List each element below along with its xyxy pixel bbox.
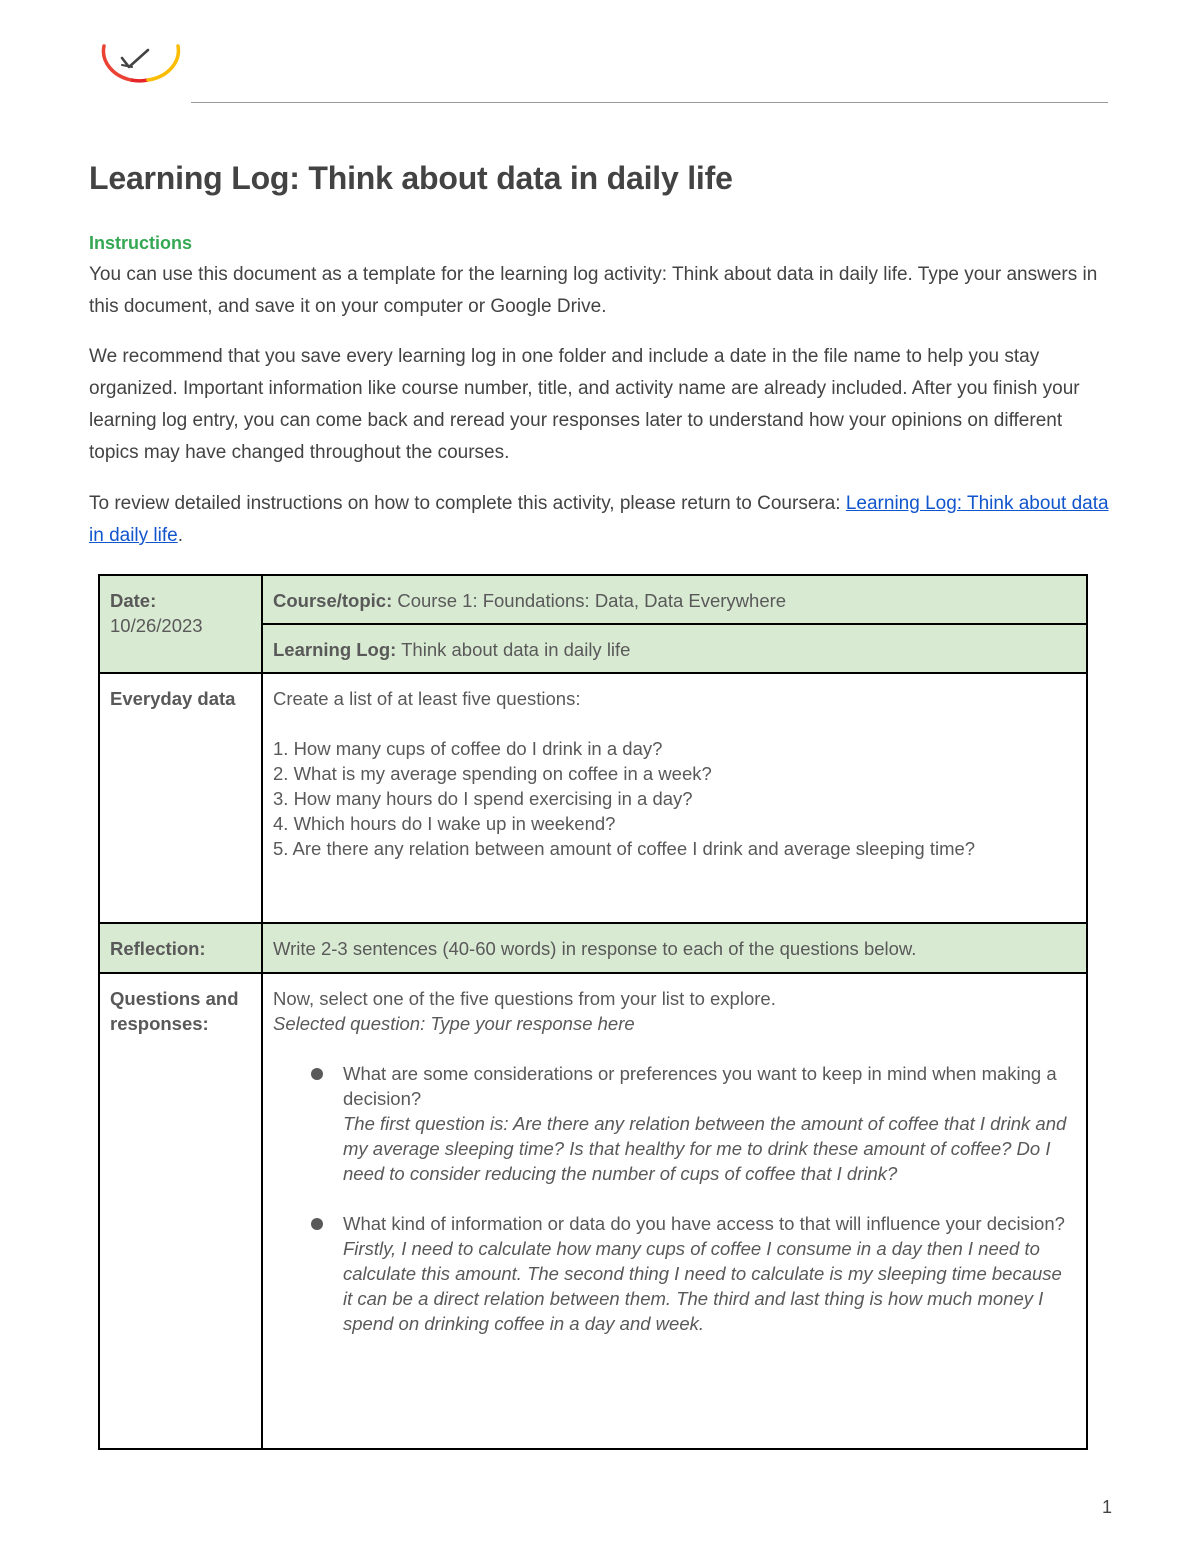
questions-responses-cell[interactable]	[262, 973, 1087, 1449]
log-value: Think about data in daily life	[396, 639, 631, 660]
list-item: 5. Are there any relation between amount of coffee I drink and average sleeping time?	[273, 838, 976, 859]
date-cell	[99, 575, 262, 673]
date-value[interactable]: 10/26/2023	[110, 615, 203, 636]
bullet-question: What kind of information or data do you have access to that will influence your decision?	[343, 1213, 1065, 1234]
bullet-answer[interactable]: The first question is: Are there any relation between the amount of coffee that I drink and my average sleeping time? Is that healthy for me to drink these amount of coffee? Do I need to consider reducing the number of cups of coffee that I drink?	[343, 1113, 1067, 1184]
everyday-data-label: Everyday data	[99, 673, 262, 923]
page-title: Learning Log: Think about data in daily life	[89, 160, 733, 196]
course-value: Course 1: Foundations: Data, Data Everywhere	[392, 590, 787, 611]
list-item: 4. Which hours do I wake up in weekend?	[273, 813, 616, 834]
instructions-paragraph-2: We recommend that you save every learning log in one folder and include a date in the file name to help you stay organized. Important information like course number, title, and activity name are already included. After you finish your learning log entry, you can come back and reread your responses later to understand how your opinions on different topics may have changed throughout the courses.	[89, 346, 1080, 463]
page-number: 1	[1101, 1497, 1112, 1517]
selected-question[interactable]: Selected question: Type your response here	[273, 1013, 635, 1034]
reflection-label: Reflection:	[99, 923, 262, 973]
learning-log-table	[98, 574, 1088, 1450]
paragraph-3-prefix: To review detailed instructions on how to complete this activity, please return to Coursera:	[89, 493, 846, 514]
list-item	[273, 1061, 1076, 1186]
qr-intro: Now, select one of the five questions from your list to explore.	[273, 988, 776, 1009]
log-label: Learning Log:	[273, 639, 397, 660]
bullet-icon	[311, 1218, 323, 1230]
instructions-paragraph-3	[89, 488, 1114, 552]
bullet-question: What are some considerations or preferences you want to keep in mind when making a decision?	[343, 1063, 1057, 1109]
checkmark-arc-logo-icon	[100, 40, 182, 84]
bullet-answer[interactable]: Firstly, I need to calculate how many cups of coffee I consume in a day then I need to calculate this amount. The second thing I need to calculate is my sleeping time because it can be a direct relation between them. The third and last thing is how much money I spend on drinking coffee in a day and week.	[343, 1238, 1062, 1334]
questions-responses-label: Questions and responses:	[99, 973, 262, 1449]
everyday-prompt: Create a list of at least five questions:	[273, 688, 581, 709]
date-label: Date:	[110, 590, 157, 611]
header-divider	[191, 102, 1108, 103]
coursera-activity-link[interactable]: Learning Log: Think about data in daily life	[89, 493, 1109, 546]
instructions-paragraph-1: You can use this document as a template for the learning log activity: Think about data in daily life. Type your answers in this document, and save it on your computer or Google Drive.	[89, 264, 1098, 317]
list-item: 3. How many hours do I spend exercising in a day?	[273, 788, 693, 809]
bullet-icon	[311, 1068, 323, 1080]
questions-list	[273, 736, 1076, 861]
list-item: 2. What is my average spending on coffee in a week?	[273, 763, 712, 784]
log-title-cell	[262, 624, 1087, 673]
list-item: 1. How many cups of coffee do I drink in a day?	[273, 738, 663, 759]
course-cell	[262, 575, 1087, 624]
course-label: Course/topic:	[273, 590, 393, 611]
paragraph-3-suffix: .	[177, 525, 183, 546]
reflection-text: Write 2-3 sentences (40-60 words) in response to each of the questions below.	[262, 923, 1087, 973]
list-item	[273, 1211, 1076, 1336]
instructions-heading: Instructions	[89, 233, 193, 253]
everyday-data-cell[interactable]	[262, 673, 1087, 923]
